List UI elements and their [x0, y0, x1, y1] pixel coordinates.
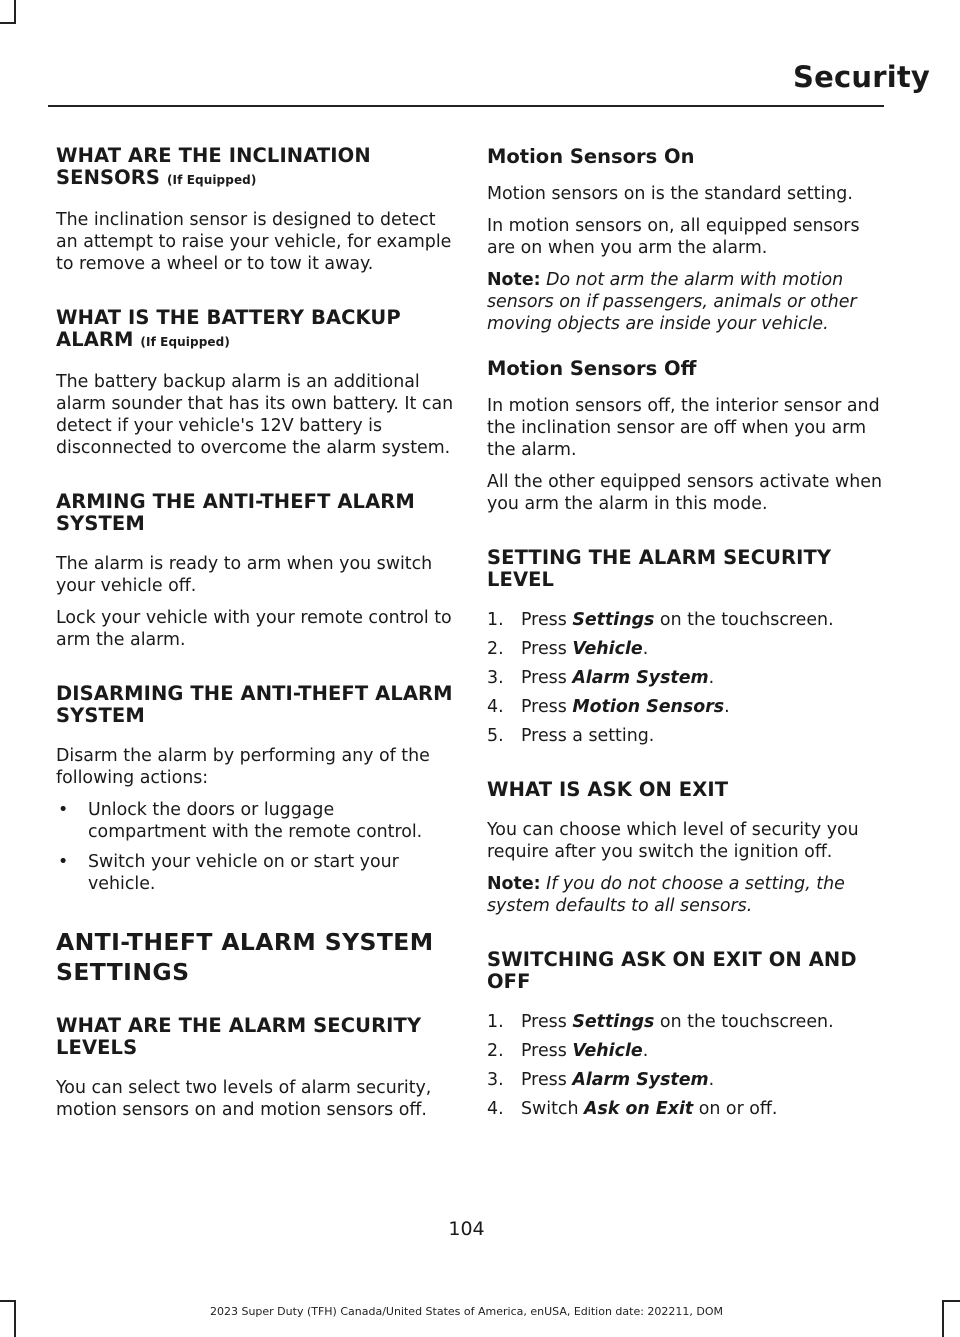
list-item: • Unlock the doors or luggage compartment with the remote control.	[58, 800, 423, 842]
paragraph: The battery backup alarm is an additional alarm sounder that has its own battery. It can detect if your vehicle's 12V battery is disconnected to overcome the alarm system.	[56, 372, 454, 458]
paragraph: Motion sensors on is the standard setting.	[487, 184, 853, 204]
left-column	[56, 145, 454, 1131]
header-divider	[48, 105, 884, 107]
bullet: •	[58, 852, 69, 872]
paragraph: The inclination sensor is designed to detect an attempt to raise your vehicle, for example to remove a wheel or to tow it away.	[56, 210, 452, 274]
list-item: 4. Press Motion Sensors.	[487, 697, 730, 717]
heading-disarming-alarm: DISARMING THE ANTI-THEFT ALARM SYSTEM	[56, 682, 453, 727]
crop-mark-top-left-h	[0, 22, 14, 24]
chapter-title: ANTI-THEFT ALARM SYSTEM SETTINGS	[56, 928, 434, 986]
steps-list	[487, 1011, 882, 1120]
heading-arming-alarm: ARMING THE ANTI-THEFT ALARM SYSTEM	[56, 490, 415, 535]
page-number: 104	[448, 1218, 485, 1240]
paragraph: The alarm is ready to arm when you switch your vehicle off.	[56, 554, 433, 596]
paragraph: You can select two levels of alarm security, motion sensors on and motion sensors off.	[56, 1078, 432, 1120]
heading-ask-on-exit: WHAT IS ASK ON EXIT	[487, 778, 729, 801]
note: Note: If you do not choose a setting, the system defaults to all sensors.	[487, 874, 845, 916]
paragraph: In motion sensors off, the interior sensor and the inclination sensor are off when you arm the alarm.	[487, 396, 880, 460]
list-item: 3. Press Alarm System.	[487, 1070, 715, 1090]
page-section-title: Security	[793, 60, 930, 94]
heading-alarm-security-levels: WHAT ARE THE ALARM SECURITY LEVELS	[56, 1014, 422, 1059]
list-item: 5. Press a setting.	[487, 726, 655, 746]
list-item: • Switch your vehicle on or start your vehicle.	[58, 852, 399, 894]
crop-mark-bottom-right-h	[944, 1300, 960, 1302]
list-item: 3. Press Alarm System.	[487, 668, 715, 688]
list-item: 1. Press Settings on the touchscreen.	[487, 1012, 834, 1032]
heading-inclination-sensors: WHAT ARE THE INCLINATION SENSORS (If Equipped)	[56, 144, 371, 189]
paragraph: All the other equipped sensors activate when you arm the alarm in this mode.	[487, 472, 883, 514]
right-column	[487, 145, 882, 1130]
heading-motion-sensors-on: Motion Sensors On	[487, 145, 695, 168]
list-item: 4. Switch Ask on Exit on or off.	[487, 1099, 778, 1119]
bullet: •	[58, 800, 69, 820]
steps-list	[487, 609, 882, 747]
crop-mark-top-left	[14, 0, 16, 24]
paragraph: In motion sensors on, all equipped sensors are on when you arm the alarm.	[487, 216, 860, 258]
crop-mark-bottom-right	[942, 1300, 944, 1337]
crop-mark-bottom-left-h	[0, 1300, 14, 1302]
list-item: 2. Press Vehicle.	[487, 639, 649, 659]
list-item: 1. Press Settings on the touchscreen.	[487, 610, 834, 630]
footer-edition-info: 2023 Super Duty (TFH) Canada/United States of America, enUSA, Edition date: 202211, DOM	[209, 1305, 724, 1318]
heading-motion-sensors-off: Motion Sensors Off	[487, 357, 697, 380]
if-equipped-label: (If Equipped)	[140, 335, 230, 349]
note: Note: Do not arm the alarm with motion sensors on if passengers, animals or other moving objects are inside your vehicle.	[487, 270, 857, 334]
heading-battery-backup-alarm: WHAT IS THE BATTERY BACKUP ALARM (If Equipped)	[56, 306, 401, 351]
paragraph: You can choose which level of security you require after you switch the ignition off.	[487, 820, 859, 862]
bullet-list	[56, 799, 454, 895]
heading-setting-security-level: SETTING THE ALARM SECURITY LEVEL	[487, 546, 832, 591]
paragraph: Lock your vehicle with your remote control to arm the alarm.	[56, 608, 452, 650]
list-item: 2. Press Vehicle.	[487, 1041, 649, 1061]
if-equipped-label: (If Equipped)	[166, 173, 257, 187]
heading-switching-ask-on-exit: SWITCHING ASK ON EXIT ON AND OFF	[487, 948, 857, 993]
paragraph: Disarm the alarm by performing any of the following actions:	[56, 746, 430, 788]
